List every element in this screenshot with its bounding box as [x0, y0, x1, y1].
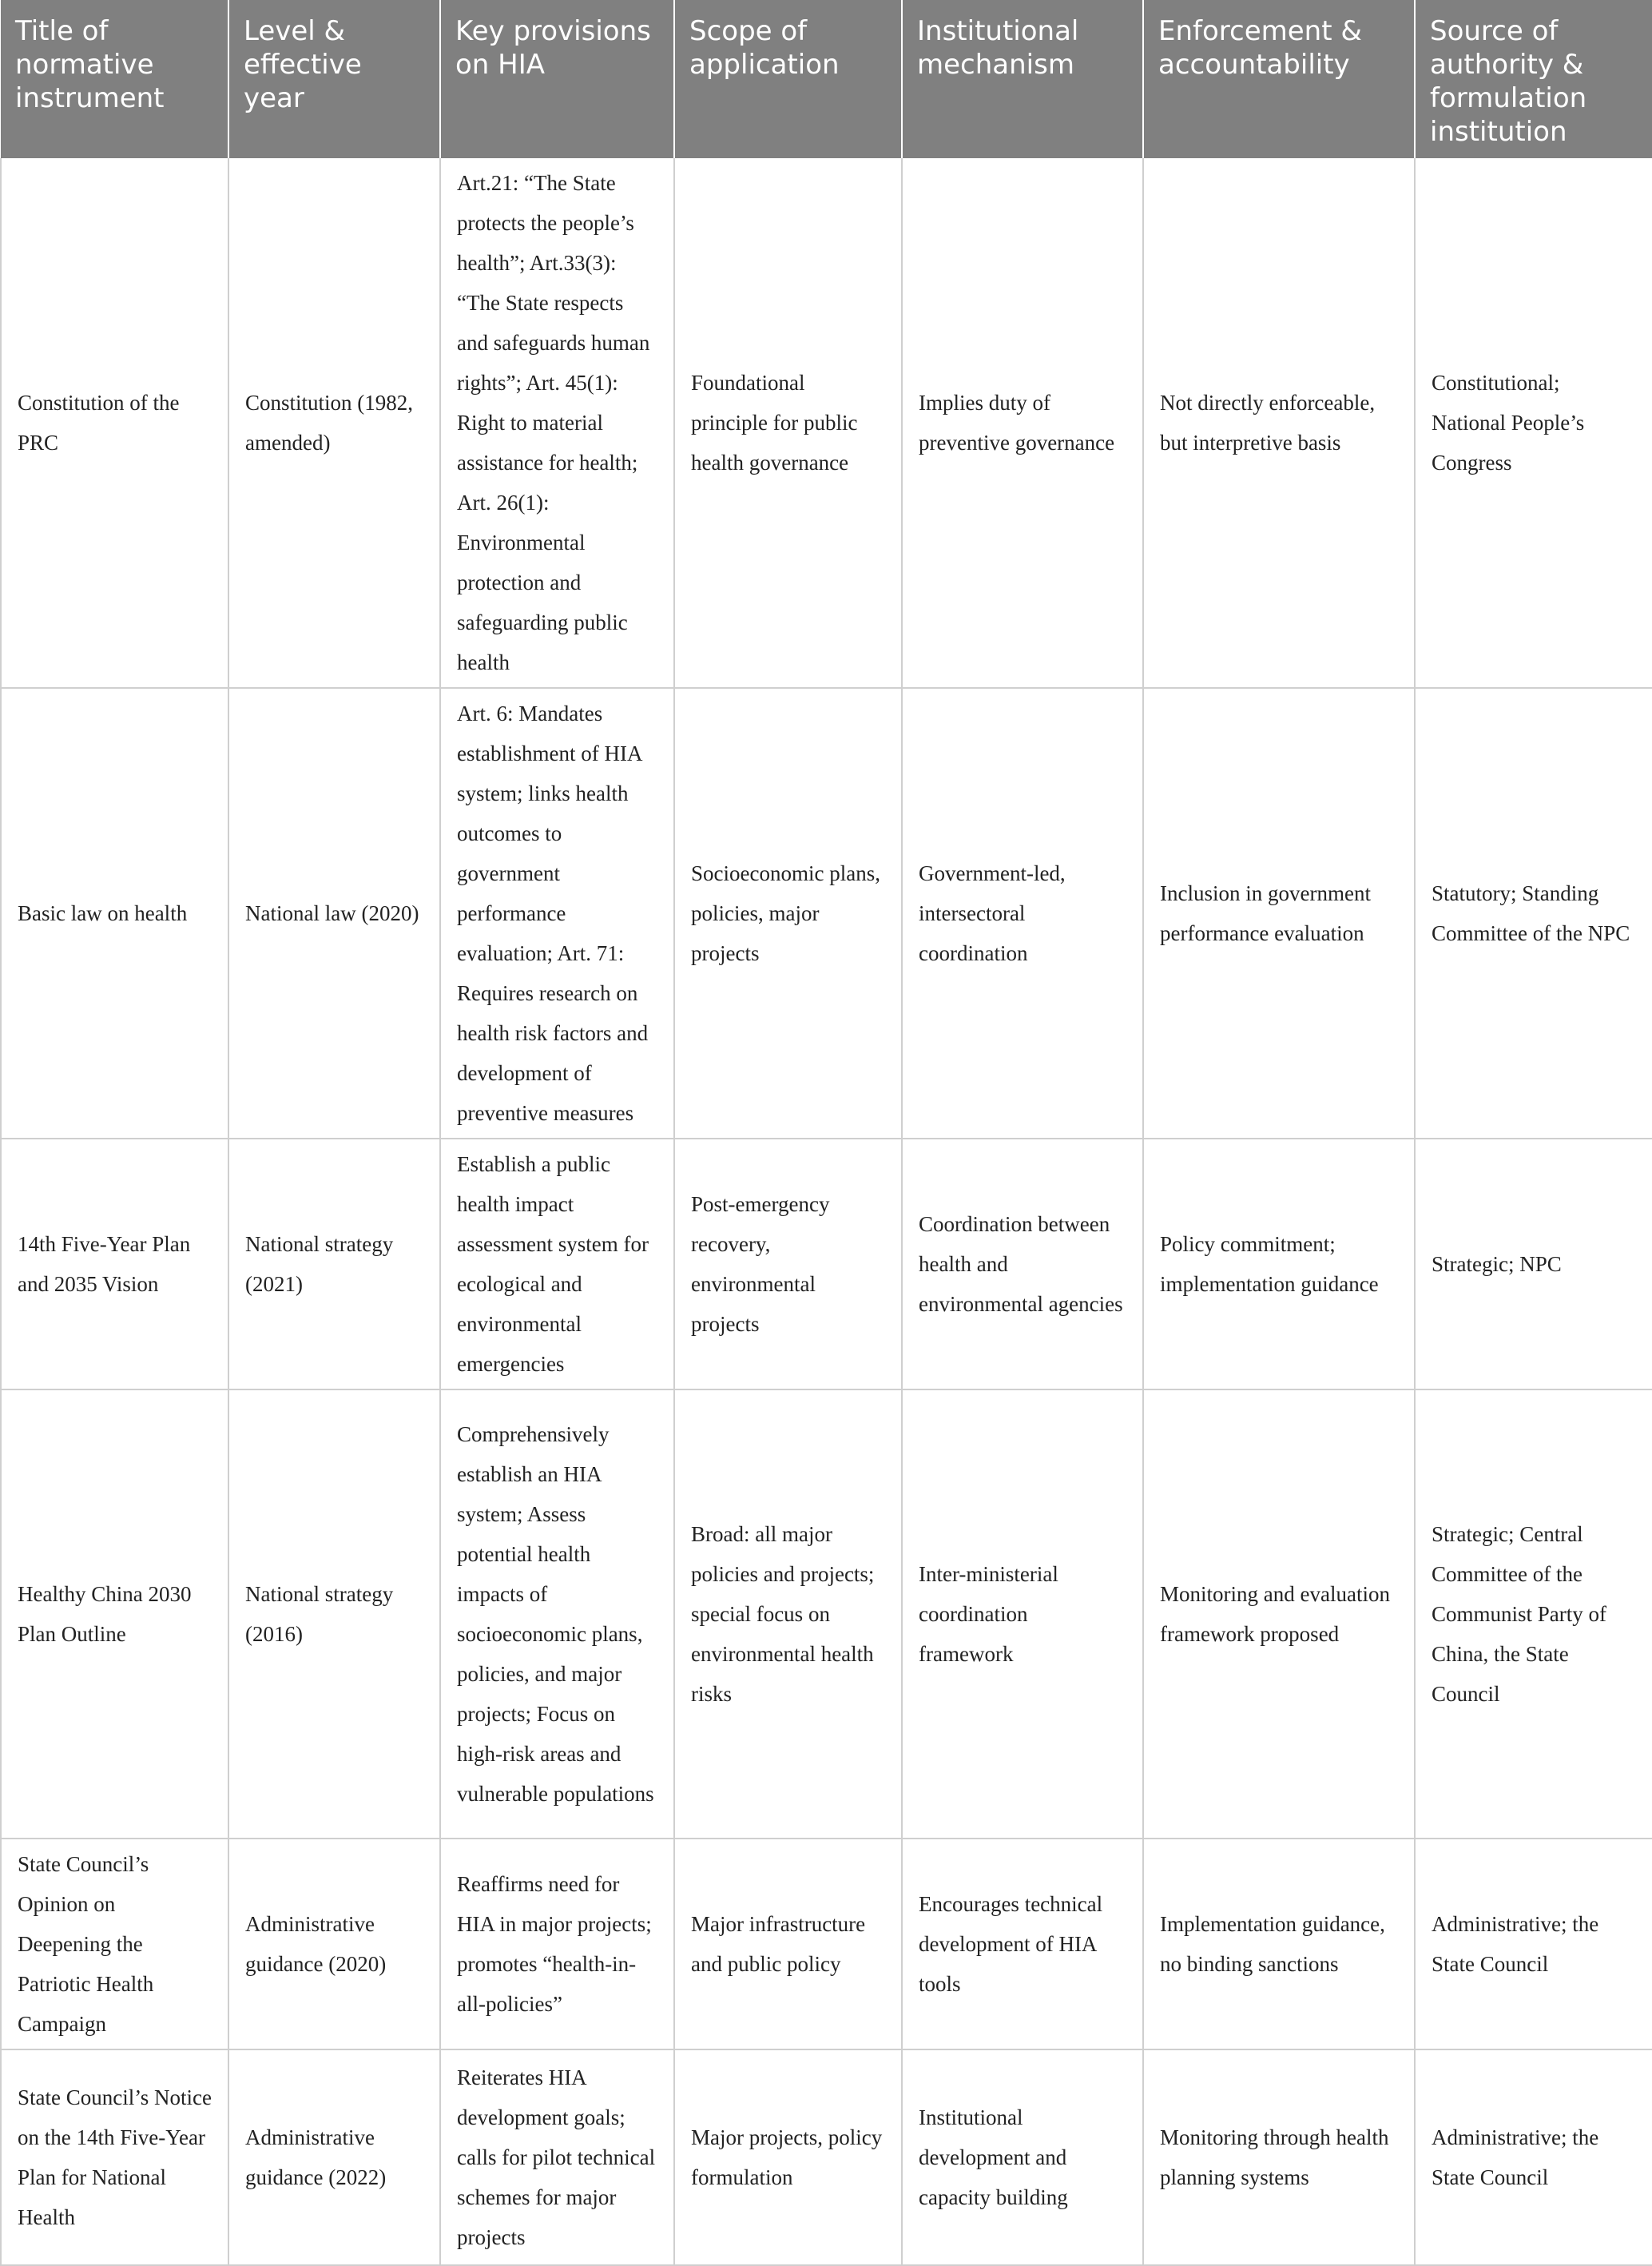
cell-source-of-authority: Strategic; Central Committee of the Communist Party of China, the State Council [1415, 1389, 1652, 1839]
cell-source-of-authority: Strategic; NPC [1415, 1139, 1652, 1389]
cell-source-of-authority: Constitutional; National People’s Congress [1415, 158, 1652, 688]
cell-scope: Post-emergency recovery, environmental projects [674, 1139, 902, 1389]
table-row [1, 2049, 1652, 2265]
cell-title: 14th Five-Year Plan and 2035 Vision [1, 1139, 228, 1389]
cell-level: National strategy (2021) [228, 1139, 440, 1389]
cell-title: Constitution of the PRC [1, 158, 228, 688]
header-source-of-authority: Source of authority & formulation institution [1415, 0, 1652, 158]
cell-institutional-mechanism: Coordination between health and environmental agencies [902, 1139, 1143, 1389]
cell-scope: Broad: all major policies and projects; special focus on environmental health risks [674, 1389, 902, 1839]
cell-level: National strategy (2016) [228, 1389, 440, 1839]
table-row [1, 688, 1652, 1139]
cell-scope: Socioeconomic plans, policies, major projects [674, 688, 902, 1139]
cell-scope: Foundational principle for public health governance [674, 158, 902, 688]
cell-key-provisions: Reiterates HIA development goals; calls for pilot technical schemes for major projects [440, 2049, 674, 2265]
table-row [1, 1139, 1652, 1389]
cell-institutional-mechanism: Encourages technical development of HIA tools [902, 1839, 1143, 2049]
cell-enforcement: Monitoring and evaluation framework proposed [1143, 1389, 1415, 1839]
header-key-provisions: Key provisions on HIA [440, 0, 674, 158]
cell-source-of-authority: Administrative; the State Council [1415, 2049, 1652, 2265]
cell-level: Administrative guidance (2020) [228, 1839, 440, 2049]
cell-title: Basic law on health [1, 688, 228, 1139]
cell-enforcement: Implementation guidance, no binding sanctions [1143, 1839, 1415, 2049]
cell-title: Healthy China 2030 Plan Outline [1, 1389, 228, 1839]
cell-key-provisions: Art.21: “The State protects the people’s health”; Art.33(3): “The State respects and safeguards human rights”; Art. 45(1): Right to material assistance for health; Art. 26(1): Environmental protection and safeguarding public health [440, 158, 674, 688]
cell-title: State Council’s Opinion on Deepening the Patriotic Health Campaign [1, 1839, 228, 2049]
cell-key-provisions: Establish a public health impact assessment system for ecological and environmental emergencies [440, 1139, 674, 1389]
cell-institutional-mechanism: Institutional development and capacity building [902, 2049, 1143, 2265]
header-row [1, 0, 1652, 158]
cell-title: State Council’s Notice on the 14th Five-Year Plan for National Health [1, 2049, 228, 2265]
cell-key-provisions: Art. 6: Mandates establishment of HIA system; links health outcomes to government performance evaluation; Art. 71: Requires research on health risk factors and development of preventive measures [440, 688, 674, 1139]
cell-level: Constitution (1982, amended) [228, 158, 440, 688]
cell-scope: Major infrastructure and public policy [674, 1839, 902, 2049]
header-scope: Scope of application [674, 0, 902, 158]
cell-enforcement: Inclusion in government performance evaluation [1143, 688, 1415, 1139]
table-row [1, 1389, 1652, 1839]
cell-institutional-mechanism: Implies duty of preventive governance [902, 158, 1143, 688]
table-row [1, 158, 1652, 688]
cell-enforcement: Policy commitment; implementation guidance [1143, 1139, 1415, 1389]
cell-level: Administrative guidance (2022) [228, 2049, 440, 2265]
cell-scope: Major projects, policy formulation [674, 2049, 902, 2265]
header-institutional-mechanism: Institutional mechanism [902, 0, 1143, 158]
header-title: Title of normative instrument [1, 0, 228, 158]
table-row [1, 1839, 1652, 2049]
cell-source-of-authority: Statutory; Standing Committee of the NPC [1415, 688, 1652, 1139]
cell-key-provisions: Comprehensively establish an HIA system; Assess potential health impacts of socioeconomic plans, policies, and major projects; Focus on high-risk areas and vulnerable populations [440, 1389, 674, 1839]
cell-institutional-mechanism: Government-led, intersectoral coordination [902, 688, 1143, 1139]
cell-source-of-authority: Administrative; the State Council [1415, 1839, 1652, 2049]
header-enforcement: Enforcement & accountability [1143, 0, 1415, 158]
cell-enforcement: Monitoring through health planning systems [1143, 2049, 1415, 2265]
header-level: Level & effective year [228, 0, 440, 158]
cell-institutional-mechanism: Inter-ministerial coordination framework [902, 1389, 1143, 1839]
cell-key-provisions: Reaffirms need for HIA in major projects; promotes “health-in-all-policies” [440, 1839, 674, 2049]
cell-level: National law (2020) [228, 688, 440, 1139]
cell-enforcement: Not directly enforceable, but interpretive basis [1143, 158, 1415, 688]
